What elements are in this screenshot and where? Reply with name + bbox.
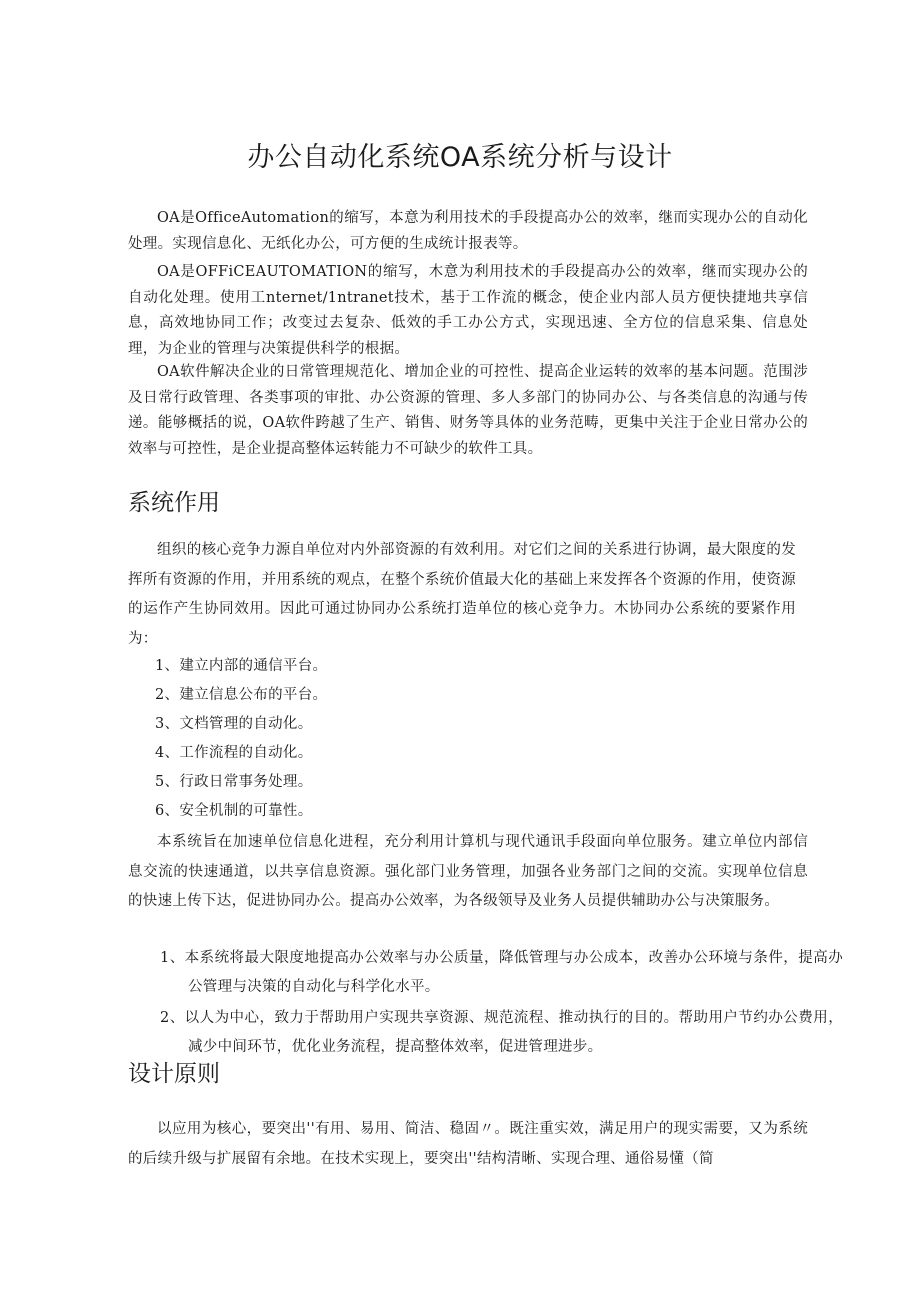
list-item: 2、建立信息公布的平台。: [155, 687, 328, 703]
document-title: 办公自动化系统OA系统分析与设计: [247, 142, 673, 173]
intro-paragraph-2: OA是OFFiCEAUTOMATION的缩写，木意为利用技术的手段提高办公的效率，继而实现办公的自动化处理。使用工nternet∕1ntranet技术，基于工作流的概念，使企业内部人员方便快捷地共享信息，高效地协同工作；改变过去复杂、低效的手工办公方式，实现迅速、全方位的信息采集、信息处理，为企业的管理与决策提供科学的根据。: [128, 264, 808, 357]
section-heading-design-principles: 设计原则: [128, 1061, 220, 1087]
list-item: 2、以人为中心，致力于帮助用户实现共享资源、规范流程、推动执行的目的。帮助用户节约办公费用，减少中间环节，优化业务流程，提高整体效率，促进管理进步。: [160, 1010, 843, 1055]
list-item: 5、行政日常事务处理。: [155, 774, 313, 790]
intro-paragraph-3: OA软件解决企业的日常管理规范化、增加企业的可控性、提高企业运转的效率的基本问题。范围涉及日常行政管理、各类事项的审批、办公资源的管理、多人多部门的协同办公、与各类信息的沟通与传递。能够概括的说，OA软件跨越了生产、销售、财务等具体的业务范畴，更集中关注于企业日常办公的效率与可控性，是企业提高整体运转能力不可缺少的软件工具。: [128, 364, 808, 457]
list-item: 6、安全机制的可靠性。: [155, 803, 313, 819]
section2-paragraph: 以应用为核心，要突出''有用、易用、简洁、稳固〃。既注重实效，满足用户的现实需要，又为系统的后续升级与扩展留有余地。在技术实现上，要突出''结构清晰、实现合理、通俗易懂（简: [128, 1121, 808, 1167]
section1-paragraph-2: 本系统旨在加速单位信息化进程，充分利用计算机与现代通讯手段面向单位服务。建立单位内部信息交流的快速通道，以共享信息资源。强化部门业务管理，加强各业务部门之间的交流。实现单位信息的快速上传下达，促进协同办公。提高办公效率，为各级领导及业务人员提供辅助办公与决策服务。: [128, 834, 808, 909]
list-item: 3、文档管理的自动化。: [155, 716, 313, 732]
list-item: 1、本系统将最大限度地提高办公效率与办公质量，降低管理与办公成本，改善办公环境与条件，提高办公管理与决策的自动化与科学化水平。: [160, 950, 843, 995]
list-item: 1、建立内部的通信平台。: [155, 658, 328, 674]
section-heading-system-role: 系统作用: [128, 490, 220, 516]
list-item: 4、工作流程的自动化。: [155, 745, 313, 761]
section1-paragraph: 组织的核心竞争力源自单位对内外部资源的有效利用。对它们之间的关系进行协调，最大限度的发挥所有资源的作用，并用系统的观点，在整个系统价值最大化的基础上来发挥各个资源的作用，使资源的运作产生协同效用。因此可通过协同办公系统打造单位的核心竞争力。木协同办公系统的要紧作用为：: [128, 542, 796, 647]
intro-paragraph-1: OA是OfficeAutomation的缩写，本意为利用技术的手段提高办公的效率，继而实现办公的自动化处理。实现信息化、无纸化办公，可方便的生成统计报表等。: [128, 210, 808, 252]
